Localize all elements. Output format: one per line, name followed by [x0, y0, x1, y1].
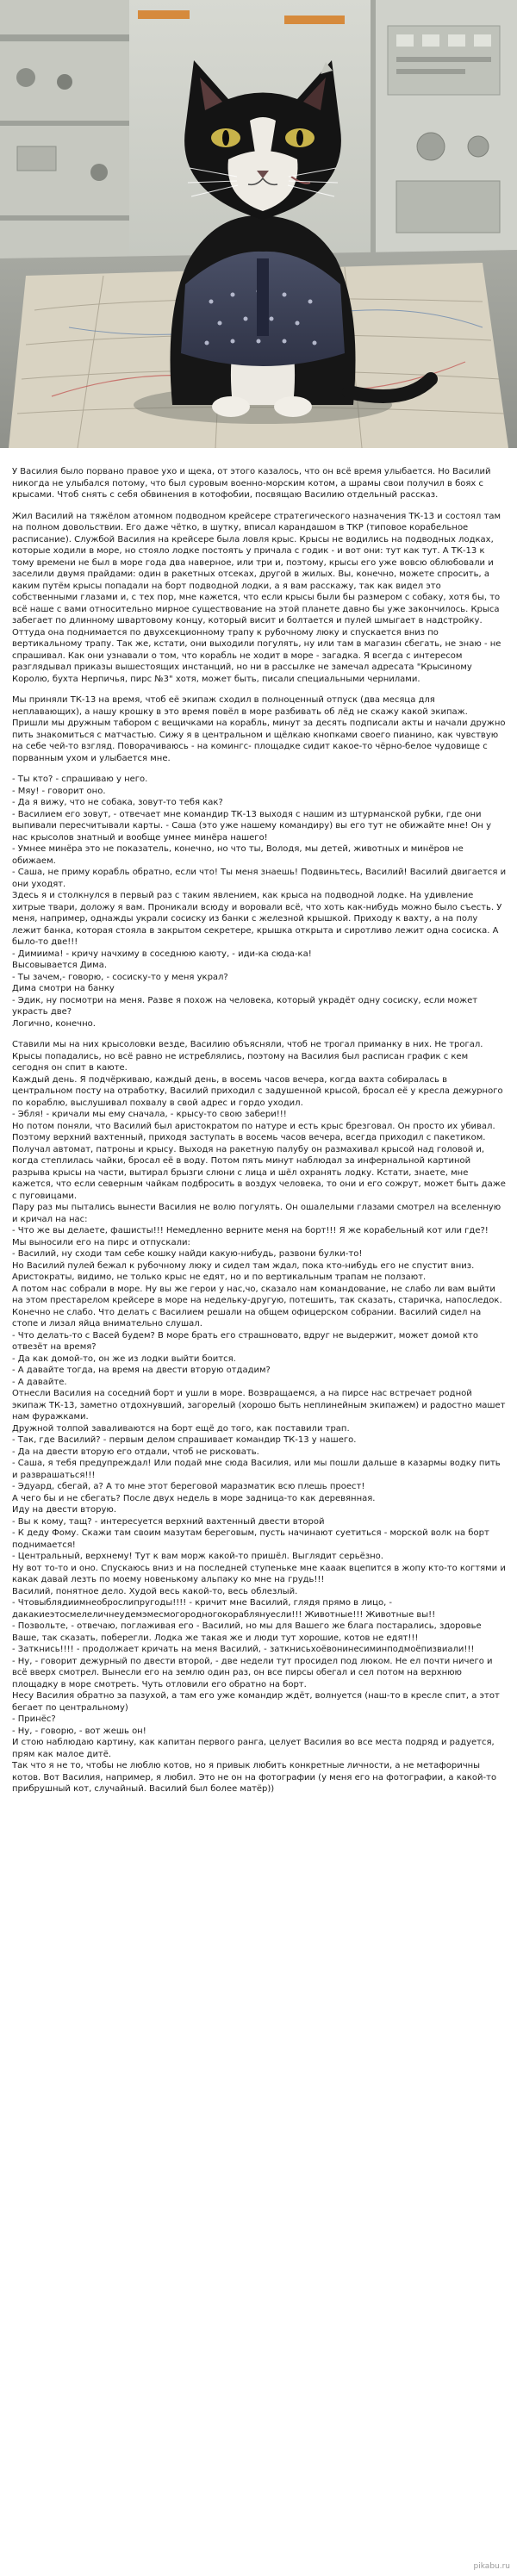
cat-photo-image: [0, 0, 517, 448]
story-paragraph: Ставили мы на них крысоловки везде, Василию объясняли, чтоб не трогал приманку в них. Не трогал. Крысы попадались, но всё равно не истреблялись, поэтому на Василия был расписан график с кем сегодня он спит в каюте. Каждый день. Я подчёркиваю, каждый день, в восемь часов вечера, когда вахта собиралась в центральном посту на отработку, Василий приходил с задушенной крысой, бросал её у кресла дежурного по кораблю, выслушивал похвалу в свой адрес и гордо уходил. - Эбля! - кричали мы ему сначала, - крысу-то свою забери!!! Но потом поняли, что Василий был аристократом по натуре и есть крыс брезговал. Он просто их убивал. Поэтому верхний вахтенный, приходя заступать в восемь часов вечера, всегда приходил с пакетиком. Получал автомат, патроны и крысу. Выходя на ракетную палубу он размахивал крысой над головой и, когда степлилась чайки, бросал её в воду. Потом пять минут наблюдал за инфернальной картиной разрыва крысы на части, вытирал брызги слюни с лица и шёл охранять лодку. Кстати, знаете, мне кажется, что если северным чайкам подбросить в воздух человека, то они и его сожрут, может быть даже с пуговицами. Пару раз мы пытались вынести Василия не волю погулять. Он ошалелыми глазами смотрел на вселенную и кричал на нас: - Что же вы делаете, фашисты!!! Немедленно верните меня на борт!!! Я же корабельный кот или где?! Мы выносили его на пирс и отпускали: - Василий, ну сходи там себе кошку найди какую-нибудь, развони булки-то! Но Василий пулей бежал к рубочному люку и сидел там ждал, пока кто-нибудь его не спустит вниз. Аристократы, видимо, не только крыс не едят, но и по вертикальным трапам не ползают. А потом нас собрали в море. Ну вы же герои у нас,чо, сказало нам командование, не слабо ли вам выйти на этом престарелом крейсере в море на недельку-другую, потешить, так сказать, старичка, напоследок. Конечно не слабо. Что делать с Василием решали на общем офицерском собрании. Василий сидел на стопе и лизал яйца внимательно слушал. - Что делать-то с Васей будем? В море брать его страшновато, вдруг не выдержит, может домой кто отвезёт на время? - Да как домой-то, он же из лодки выйти боится. - А давайте тогда, на время на двести вторую отдадим? - А давайте. Отнесли Василия на соседний борт и ушли в море. Возвращаемся, а на пирсе нас встречает родной экипаж ТК-13, заметно отдохнувший, загорелый (хорошо быть неплинейным экипажем) и радостно машет нам фуражками. Дружной толпой заваливаются на борт ещё до того, как поставили трап. - Так, где Василий? - первым делом спрашивает командир ТК-13 у нашего. - Да на двести вторую его отдали, чтоб не рисковать. - Саша, я тебя предупреждал! Или подай мне сюда Василия, или мы пошли дальше в казармы водку пить и разврашаться!!! - Эдуард, сбегай, а? А то мне этот береговой маразматик всю плешь проест! А чего бы и не сбегать? После двух недель в море задница-то как деревянная. Иду на двести вторую. - Вы к кому, тащ? - интересуется верхний вахтенный двести второй - К деду Фому. Скажи там своим мазутам береговым, пусть начинают суетиться - морской волк на борт поднимается! - Центральный, верхнему! Тут к вам морж какой-то пришёл. Выглядит серьёзно. Ну вот то-то и оно. Спускаюсь вниз и на последней ступеньке мне кааак вцепится в жопу кто-то когтями и какак давай лезть по моему новенькому альпаку ко мне на грудь!!! Василий, понятное дело. Худой весь какой-то, весь облезлый. - Чтовыблядиимнеоброслипругоды!!!! - кричит мне Василий, глядя прямо в лицо, - дакакиеэтосмелеличнеудемэмесмогородногокораблянуесли!!! Животные!!! Животные вы!! - Позвольте, - отвечаю, поглаживая его - Василий, но мы для Вашего же блага постарались, здоровье Ваше, так сказать, поберегли. Лодка же такая же и люди тут хорошие, котов не едят!!! - Заткнись!!!! - продолжает кричать на меня Василий, - заткнисьхоёвонинесиминподмоёпизвиали!!! - Ну, - говорит дежурный по двести второй, - две недели тут просидел под люком. Не ел почти ничего и всё вверх смотрел. Вынесли его на землю один раз, он все пирсы обегал и сел потом на верхнюю площадку в море смотреть. Чуть отловили его обратно на борт. Несу Василия обратно за пазухой, а там его уже командир ждёт, волнуется (наш-то в кресле спит, а этот бегает по центральному) - Принёс? - Ну, - говорю, - вот жешь он! И стою наблюдаю картину, как капитан первого ранга, целует Василия во все места подряд и радуется, прям как малое дитё. Так что я не то, чтобы не люблю котов, но я привык любить конкретные личности, а не метафоричны котов. Вот Василия, например, я любил. Это не он на фотографии (у меня его на фотографии, а какой-то прибрушный кот, случайный. Василий был более матёр)): [12, 1040, 506, 1794]
site-watermark: pikabu.ru: [473, 2562, 510, 2571]
cat-photo: [0, 0, 517, 448]
story-paragraph: У Василия было порвано правое ухо и щека, от этого казалось, что он всё время улыбается. Но Василий никогда не улыбался потому, что был суровым военно-морским котом, а шрамы свои получил в боях с крысами. Чтоб снять с себя обвинения в котофобии, посвящаю Василию отдельный рассказ.: [12, 467, 491, 500]
story-text: [12, 466, 507, 1805]
story-paragraph: - Ты кто? - спрашиваю у него. - Мяу! - говорит оно. - Да я вижу, что не собака, зовут-то тебя как? - Василием его зовут, - отвечает мне командир ТК-13 выходя с нашим из штурманской рубки, где они выпивали пересчитывали карты. - Саша (это уже нашему командиру) вы его тут не обижайте мне! Он у нас крысолов знатный и вообще умнее минёра нашего! - Умнее минёра это не показатель, конечно, но что ты, Володя, мы детей, животных и минёров не обижаем. - Саша, не приму корабль обратно, если что! Ты меня знаешь! Подвиньтесь, Василий! Василий двигается и они уходят. Здесь я и столкнулся в первый раз с таким явлением, как крыса на подводной лодке. На удивление хитрые твари, доложу я вам. Проникали всюду и воровали всё, что хоть как-нибудь можно было съесть. У меня, например, однажды украли сосиску из банки с железной крышкой. Приходу к вахту, а на полу лежит банка, которая стояла в закрытом секретере, крышка открыта и сиротливо лежит одна сосиска. А было-то две!!! - Димиима! - кричу начхиму в соседнюю каюту, - иди-ка сюда-ка! Высовывается Дима. - Ты зачем,- говорю, - сосиску-то у меня украл? Дима смотри на банку - Эдик, ну посмотри на меня. Разве я похож на человека, который украдёт одну сосиску, если может украсть две? Логично, конечно.: [12, 775, 507, 1029]
story-paragraph: Мы приняли ТК-13 на время, чтоб её экипаж сходил в полноценный отпуск (два месяца для неплавающих), а нашу крошку в это время повёл в море разбивать об лёд не скажу какой экипаж. Пришли мы дружным табором с вещичками на корабль, минут за десять подписали акты и начали дружно пить знакомиться с матчастью. Сижу я в центральном и щёлкаю кнопками своего пианино, как чувствую на себе чей-то взгляд. Поворачиваюсь - на комингс- площадке сидит какое-то чёрно-белое чудовище с порванным ухом и улыбается мне.: [12, 695, 506, 763]
story-paragraph: Жил Василий на тяжёлом атомном подводном крейсере стратегического назначения ТК-13 и состоял там на полном довольствии. Его даже чётко, в шутку, вписал карандашом в ТКР (типовое корабельное расписание). Службой Василия на крейсере была ловля крыс. Крысы не водились на подводных лодках, которые ходили в море, но стояло лодке постоять у причала с годик - и вот они: тут как тут. А ТК-13 к тому времени не был в море года два наверное, или три и, поэтому, крысы его уже вовсю облюбовали и заселили двумя прайдами: один в ракетных отсеках, другой в жилых. Вы, конечно, можете спросить, а каким путём крысы попадали на борт подводной лодки, а я вам расскажу, так как видел это собственными глазами и, с тех пор, мне кажется, что если крысы были бы размером с собаку, хотя бы, то всё наше с вами относительно мирное существование на этой планете давно бы уже закончилось. Крыса забегает по длинному швартовому концу, который висит и болтается и пулей шмыгает в надстройку. Оттуда она поднимается по двухсекционному трапу к рубочному люку и спускается вниз по вертикальному трапу. Так же, кстати, они выходили погулять, ну или там в магазин сбегать, не знаю - не спрашивал. Как они узнавали о том, что корабль не ходит в море - загадка. Я всегда с интересом разглядывал приказы вышестоящих инстанций, но ни в рассылке не замечал адресата "Крысиному Королю, бухта Нерпичья, пирс №3" хотя, может быть, писали специальными чернилами.: [12, 511, 501, 684]
